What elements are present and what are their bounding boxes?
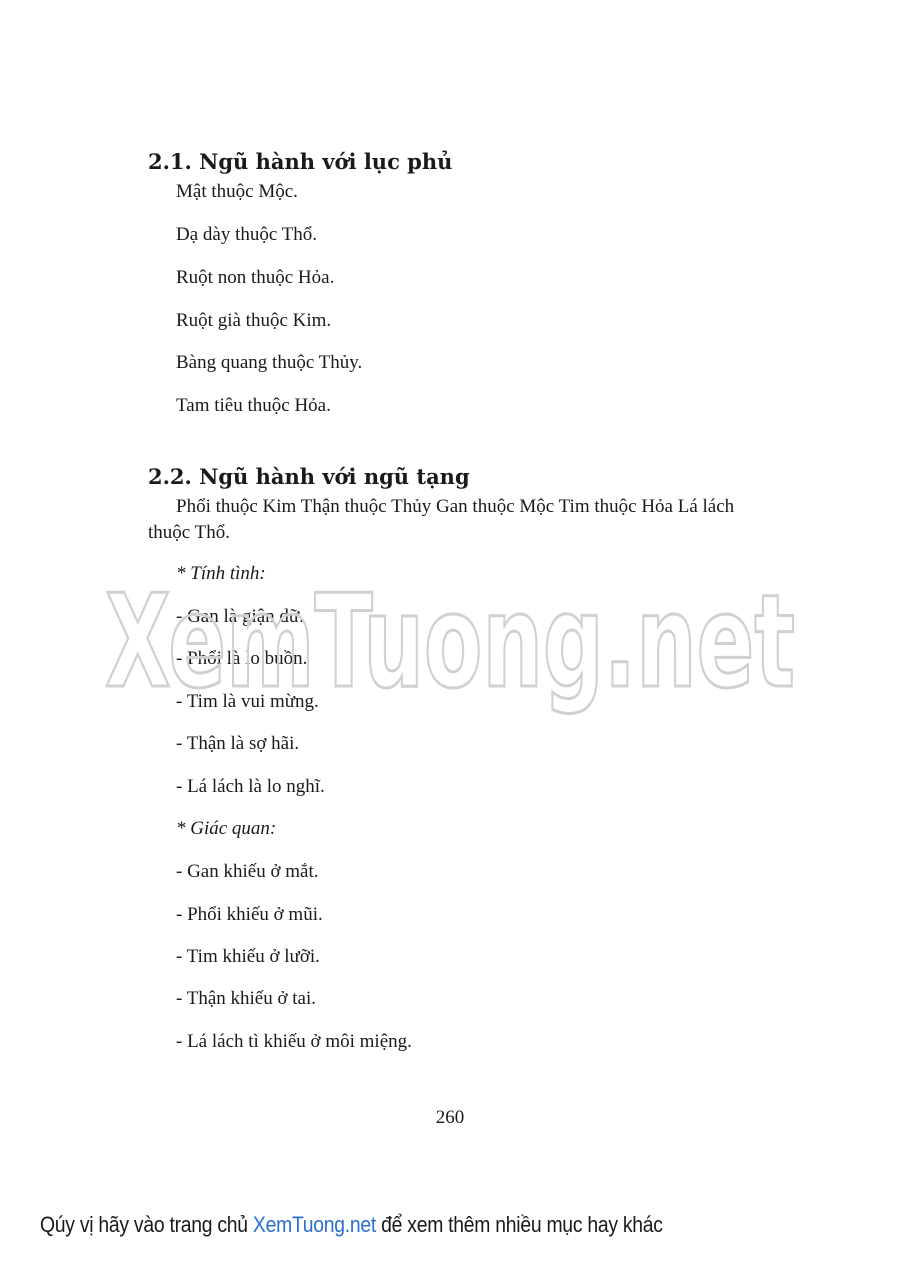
ngu-tang-paragraph: Phổi thuộc Kim Thận thuộc Thủy Gan thuộc Mộc Tim thuộc Hỏa Lá lách thuộc Thổ. [148,496,735,543]
footer-site-link[interactable]: XemTuong.net [252,1212,377,1237]
watermark-text: XemTuong.net [105,568,795,717]
section-heading-ngu-tang: 2.2. Ngũ hành với ngũ tạng [148,464,470,489]
senses-item: - Phổi khiếu ở mũi. [176,904,323,925]
temperament-item: - Lá lách là lo nghĩ. [176,776,325,797]
senses-item: - Gan khiếu ở mắt. [176,861,319,882]
footer-text-after: để xem thêm nhiều mục hay khác [376,1212,663,1237]
senses-item: - Tim khiếu ở lưỡi. [176,946,320,967]
temperament-item: - Tim là vui mừng. [176,691,319,712]
page-number: 260 [435,1107,465,1128]
senses-item: - Lá lách tì khiếu ở môi miệng. [176,1031,412,1052]
luc-phu-line: Ruột non thuộc Hỏa. [176,267,335,288]
temperament-item: - Phổi là lo buồn. [176,648,308,669]
luc-phu-line: Bàng quang thuộc Thủy. [176,352,363,373]
temperament-label: * Tính tình: [176,563,266,584]
luc-phu-line: Dạ dày thuộc Thổ. [176,224,318,245]
luc-phu-line: Ruột già thuộc Kim. [176,310,332,331]
temperament-item: - Thận là sợ hãi. [176,733,300,754]
temperament-item: - Gan là giận dữ. [176,606,304,627]
senses-label: * Giác quan: [176,818,277,839]
luc-phu-line: Tam tiêu thuộc Hỏa. [176,395,331,416]
section-heading-luc-phu: 2.1. Ngũ hành với lục phủ [148,149,453,174]
senses-item: - Thận khiếu ở tai. [176,988,317,1009]
luc-phu-line: Mật thuộc Mộc. [176,181,298,202]
footer-promo [40,1212,663,1238]
footer-text-before: Qúy vị hãy vào trang chủ [40,1212,253,1237]
